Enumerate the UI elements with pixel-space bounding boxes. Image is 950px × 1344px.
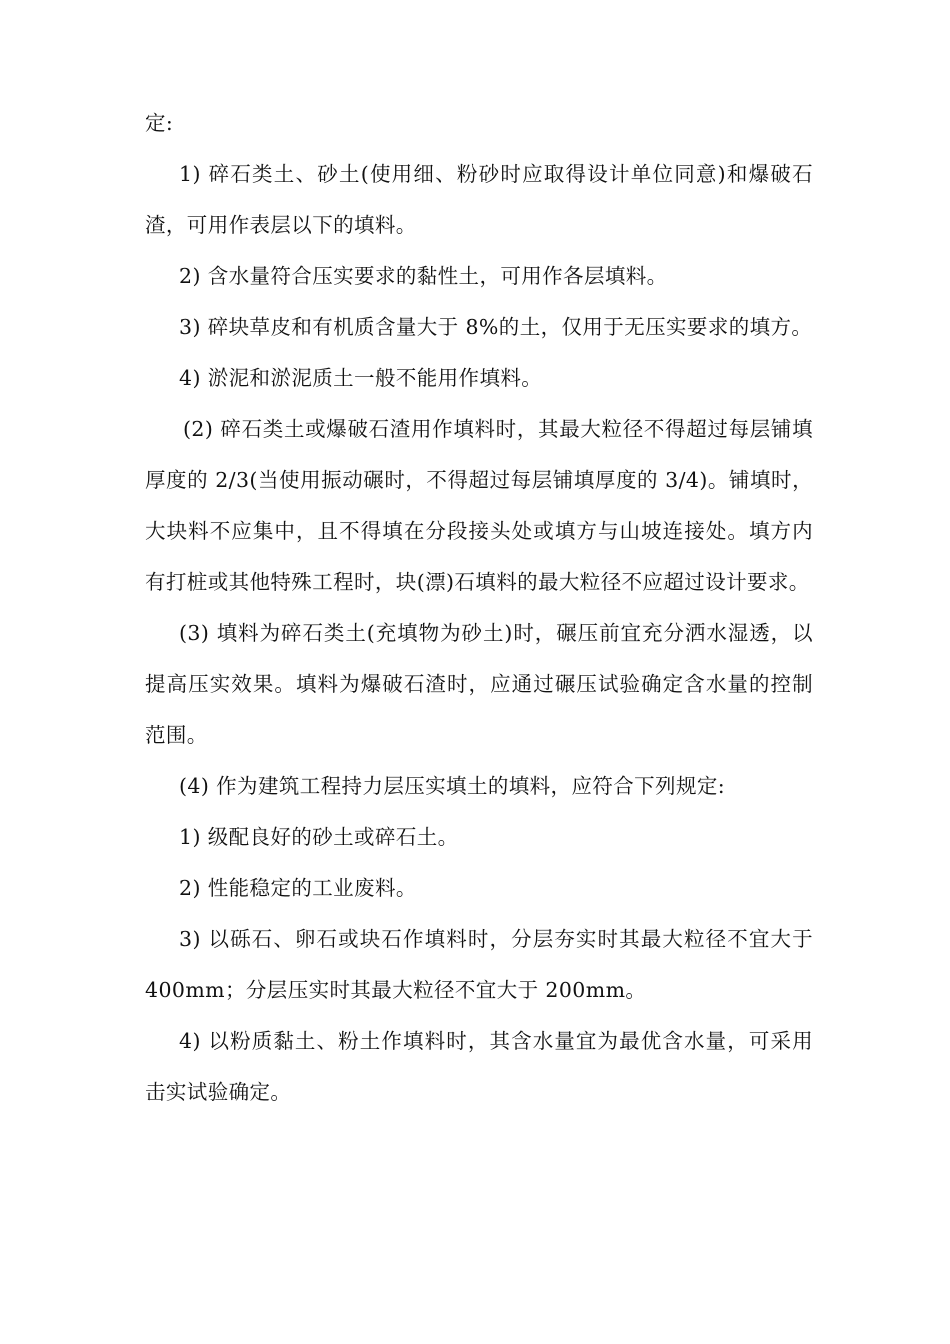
paragraph-section-3-watering: (3) 填料为碎石类土(充填物为砂土)时，碾压前宜充分洒水湿透，以提高压实效果。填料为爆破石渣时，应通过碾压试验确定含水量的控制范围。	[145, 621, 813, 747]
paragraph-subitem-4-silty-clay: 4) 以粉质黏土、粉土作填料时，其含水量宜为最优含水量，可采用击实试验确定。	[145, 1029, 813, 1104]
paragraph-item-4-silt: 4) 淤泥和淤泥质土一般不能用作填料。	[179, 366, 543, 390]
paragraph-subitem-2-industrial-waste: 2) 性能稳定的工业废料。	[179, 876, 417, 900]
paragraph-continuation: 定:	[145, 111, 174, 135]
paragraph-item-2-cohesive-soil: 2) 含水量符合压实要求的黏性土，可用作各层填料。	[179, 264, 668, 288]
document-body	[145, 98, 813, 1118]
paragraph-item-1-gravel-sand: 1) 碎石类土、砂土(使用细、粉砂时应取得设计单位同意)和爆破石渣，可用作表层以下的填料。	[145, 162, 813, 237]
paragraph-subitem-3-gravel-pebble: 3) 以砾石、卵石或块石作填料时，分层夯实时其最大粒径不宜大于 400mm；分层压实时其最大粒径不宜大于 200mm。	[145, 927, 813, 1002]
paragraph-section-2-max-grain-size: (2) 碎石类土或爆破石渣用作填料时，其最大粒径不得超过每层铺填厚度的 2/3(当使用振动碾时，不得超过每层铺填厚度的 3/4)。铺填时，大块料不应集中，且不得填在分段接头处或填方与山坡连接处。填方内有打桩或其他特殊工程时，块(漂)石填料的最大粒径不应超过设计要求。	[145, 417, 813, 594]
paragraph-subitem-1-graded-soil: 1) 级配良好的砂土或碎石土。	[179, 825, 459, 849]
paragraph-item-3-turf-organic: 3) 碎块草皮和有机质含量大于 8%的土，仅用于无压实要求的填方。	[179, 315, 813, 339]
paragraph-section-4-bearing-layer: (4) 作为建筑工程持力层压实填土的填料，应符合下列规定:	[179, 774, 726, 798]
